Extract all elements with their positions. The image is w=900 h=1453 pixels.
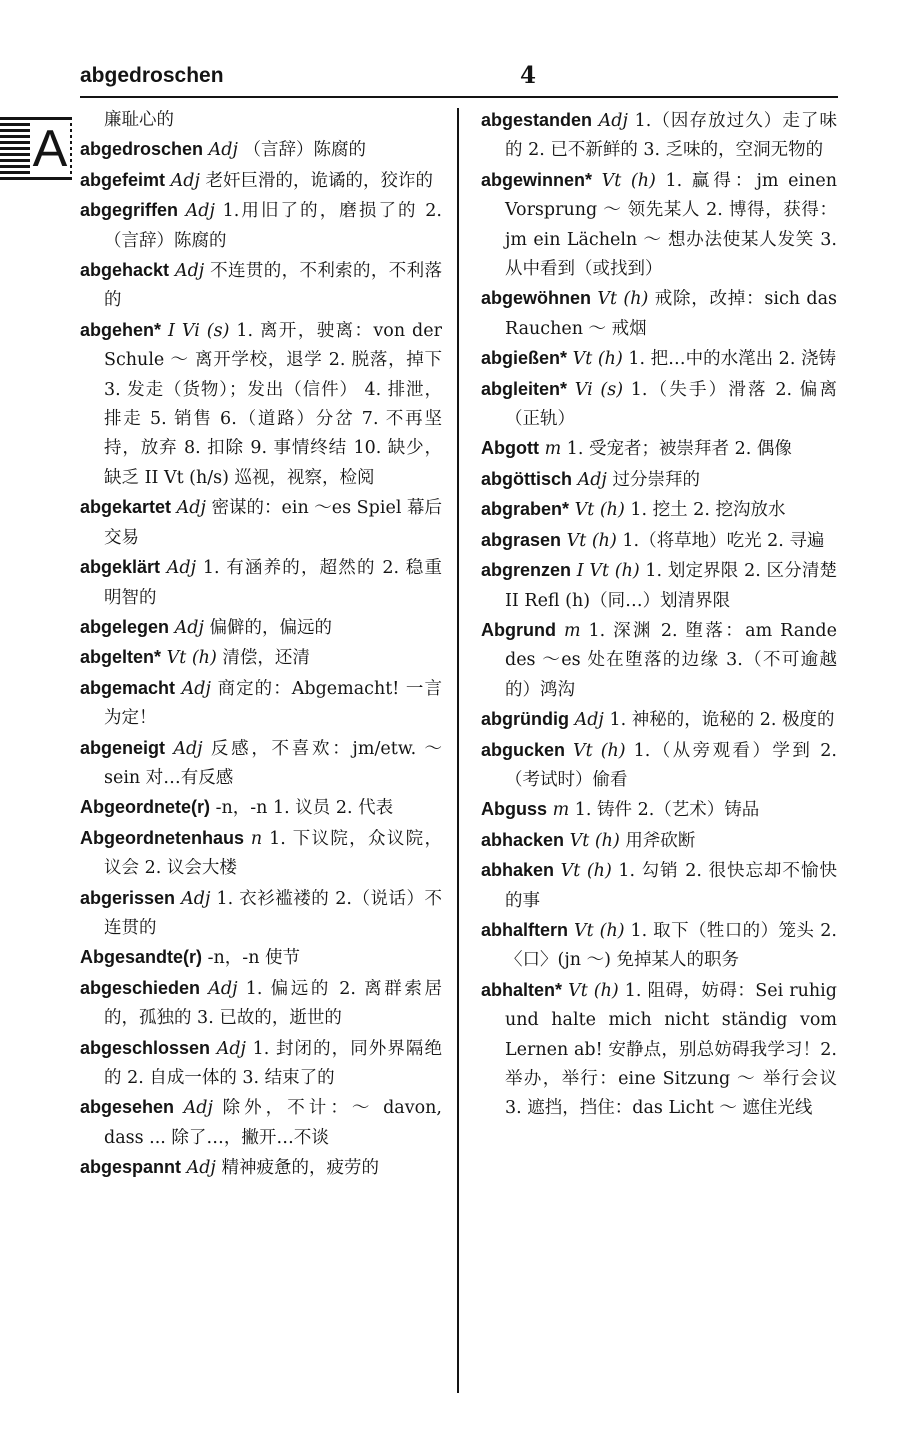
dictionary-entry [80, 613, 442, 643]
left-column [80, 106, 442, 1184]
dictionary-entry [80, 166, 442, 196]
entry-grammar: Adj [186, 1158, 216, 1179]
dictionary-entry [80, 974, 442, 1034]
entry-definition: 1.（从旁观看）学到 2.（考试时）偷看 [505, 740, 837, 790]
entry-definition: 1. 挖土 2. 挖沟放水 [630, 500, 786, 521]
entry-definition: 廉耻心的 [104, 110, 174, 130]
entry-definition: 1. 赢得：jm einen Vorsprung ～ 领先某人 2. 博得，获得：jm ein Lächeln ～ 想办法使某人发笑 3. 从中看到（或找到） [505, 170, 837, 280]
dictionary-entry [481, 344, 837, 374]
entry-headword: abgießen* [481, 348, 568, 369]
entry-definition: 偏僻的，偏远的 [209, 617, 332, 638]
entry-grammar: Adj [173, 738, 203, 759]
entry-headword: abhacken [481, 829, 565, 850]
entry-headword: abgeschlossen [80, 1037, 211, 1058]
dictionary-entry [481, 465, 837, 495]
dictionary-entry [481, 795, 837, 825]
entry-grammar: Vt (h) [597, 289, 649, 310]
entry-headword: abgrasen [481, 529, 562, 550]
dictionary-entry [80, 824, 442, 884]
dictionary-entry [481, 976, 837, 1124]
entry-grammar: Adj [174, 617, 204, 638]
entry-definition: 不连贯的，不利索的，不利落的 [104, 261, 442, 311]
entry-grammar: Adj [181, 888, 211, 909]
dictionary-entry [481, 526, 837, 556]
entry-headword: abgefeimt [80, 169, 166, 190]
dictionary-entry [80, 674, 442, 734]
entry-headword: abgewöhnen [481, 288, 592, 309]
entry-definition: 过分崇拜的 [612, 469, 700, 490]
entry-headword: abgedroschen [80, 139, 204, 160]
thumb-index-tab [0, 117, 72, 181]
dictionary-entry [80, 643, 442, 673]
entry-headword: Abguss [481, 799, 548, 820]
entry-grammar: m [552, 800, 570, 821]
entry-definition: 1. 下议院，众议院，议会 2. 议会大楼 [104, 828, 442, 879]
entry-definition: 老奸巨滑的，诡谲的，狡诈的 [205, 170, 433, 191]
dictionary-entry [80, 196, 442, 256]
dictionary-entry [80, 1034, 442, 1094]
entry-headword: abhalten* [481, 979, 563, 1000]
entry-grammar: Vt (h) [568, 980, 619, 1001]
dictionary-entry [481, 495, 837, 525]
dictionary-entry [80, 256, 442, 316]
dictionary-entry [481, 434, 837, 464]
entry-definition: 用斧砍断 [625, 830, 696, 851]
entry-headword: abgelten* [80, 647, 162, 668]
entry-grammar: Vt (h) [560, 861, 612, 882]
entry-headword: abgrenzen [481, 560, 572, 581]
entry-definition: 1. 把…中的水滗出 2. 浇铸 [628, 349, 836, 370]
thumb-index-letter: A [30, 121, 70, 177]
entry-definition: 1. 偏远的 2. 离群索居的，孤独的 3. 已故的，逝世的 [104, 978, 442, 1029]
entry-headword: abgraben* [481, 499, 570, 520]
entry-headword: Abgesandte(r) [80, 947, 203, 968]
entry-grammar: Adj [176, 498, 206, 519]
entry-definition: 1. 深渊 2. 堕落：am Rande des ～es 处在堕落的边缘 3.（不可逾越的）鸿沟 [505, 620, 837, 700]
entry-headword: Abgrund [481, 619, 556, 640]
dictionary-entry [80, 734, 442, 794]
entry-headword: abgöttisch [481, 468, 573, 489]
dictionary-entry [80, 553, 442, 613]
entry-grammar: Adj [183, 1098, 213, 1119]
dictionary-entry [481, 736, 837, 796]
entry-definition: 1. 受宠者；被崇拜者 2. 偶像 [566, 439, 792, 460]
entry-definition: 1. 划定界限 2. 区分清楚 II Refl (h)（同…）划清界限 [505, 561, 837, 611]
entry-headword: abgeneigt [80, 737, 166, 758]
entry-definition: 1. 神秘的，诡秘的 2. 极度的 [609, 710, 835, 731]
entry-headword: abgegriffen [80, 200, 179, 221]
entry-definition: 1. 铸件 2.（艺术）铸品 [574, 800, 760, 821]
entry-headword: abgekartet [80, 497, 172, 518]
dictionary-entry [80, 793, 442, 823]
entry-grammar: Adj [216, 1038, 246, 1059]
entry-grammar: Adj [166, 558, 197, 579]
entry-headword: abhalftern [481, 919, 569, 940]
dictionary-entry [80, 135, 442, 165]
entry-definition: 1.（将草地）吃光 2. 寻遍 [622, 530, 825, 551]
entry-grammar: m [544, 439, 562, 460]
entry-grammar: Vi (s) [574, 379, 624, 400]
dictionary-entry [481, 616, 837, 705]
entry-grammar: Adj [170, 170, 200, 191]
entry-grammar: Vt (h) [601, 170, 656, 191]
right-column [481, 106, 837, 1124]
entry-grammar: m [563, 620, 581, 641]
entry-grammar: Adj [574, 710, 604, 731]
entry-headword: Abgeordnetenhaus [80, 827, 245, 848]
entry-definition: -n，-n 使节 [207, 948, 301, 969]
dictionary-entry [481, 826, 837, 856]
entry-headword: abgestanden [481, 110, 593, 130]
entry-headword: abgerissen [80, 887, 176, 908]
entry-definition: 清偿，还清 [222, 648, 310, 669]
entry-headword: abgehackt [80, 260, 170, 281]
dictionary-entry [481, 375, 837, 435]
entry-definition: 1. 勾销 2. 很快忘却不愉快的事 [505, 861, 837, 911]
entry-definition: 反感，不喜欢：jm/etw. ～ sein 对…有反感 [104, 738, 442, 788]
entry-definition: 1. 离开，驶离：von der Schule ～ 离开学校，退学 2. 脱落，掉下 3. 发走（货物）；发出（信件） 4. 排泄，排走 5. 销售 6.（道路）分岔 7. 不再坚持，放弃 8. 扣除 9. 事情终结 10. 缺少，缺乏 II Vt (h/s) 巡视，视察，检阅 [104, 320, 442, 488]
dictionary-entry [481, 856, 837, 916]
entry-headword: abgeschieden [80, 977, 201, 998]
dictionary-entry [80, 106, 442, 135]
entry-headword: abgespannt [80, 1157, 182, 1178]
entry-headword: Abgeordnete(r) [80, 797, 210, 818]
entry-definition: 1.（因存放过久）走了味的 2. 已不新鲜的 3. 乏味的，空洞无物的 [505, 111, 837, 161]
entry-grammar: Adj [181, 678, 211, 699]
entry-headword: abgemacht [80, 677, 176, 698]
entry-definition: 商定的：Abgemacht! 一言为定！ [104, 678, 442, 729]
entry-headword: abgucken [481, 739, 566, 760]
entry-grammar: Vt (h) [574, 500, 625, 521]
dictionary-entry [481, 166, 837, 285]
entry-grammar: I Vt (h) [576, 561, 640, 582]
column-divider [457, 108, 459, 1393]
entry-definition: 除外，不计：～ davon, dass ... 除了…，撇开…不谈 [104, 1098, 442, 1148]
dictionary-entry [80, 884, 442, 944]
entry-definition: 1. 封闭的，同外界隔绝的 2. 自成一体的 3. 结束了的 [104, 1038, 442, 1088]
entry-definition: 戒除，改掉：sich das Rauchen ～ 戒烟 [505, 289, 837, 339]
dictionary-entry [481, 106, 837, 166]
entry-grammar: I Vi (s) [168, 320, 230, 341]
entry-grammar: Adj [598, 111, 628, 131]
dictionary-entry [80, 1153, 442, 1183]
entry-definition: -n，-n 1. 议员 2. 代表 [215, 798, 394, 819]
dictionary-entry [80, 493, 442, 553]
entry-grammar: Adj [174, 261, 205, 282]
dictionary-entry [80, 1093, 442, 1153]
entry-grammar: Vt (h) [573, 740, 626, 761]
entry-grammar: Vt (h) [572, 349, 623, 370]
entry-definition: 1.（失手）滑落 2. 偏离（正轨） [505, 379, 837, 430]
entry-grammar: Adj [577, 469, 607, 490]
dictionary-entry [481, 284, 837, 344]
entry-headword: abgehen* [80, 319, 162, 340]
dictionary-entry [481, 916, 837, 976]
entry-definition: 1. 衣衫褴褛的 2.（说话）不连贯的 [104, 888, 442, 938]
entry-definition: 1. 有涵养的，超然的 2. 稳重明智的 [104, 558, 442, 608]
dictionary-entry [80, 316, 442, 493]
dictionary-entry [481, 556, 837, 616]
entry-headword: abgründig [481, 709, 569, 730]
entry-grammar: Vt (h) [573, 920, 625, 941]
entry-definition: 1. 阻碍，妨碍：Sei ruhig und halte mich nicht ständig vom Lernen ab! 安静点，别总妨碍我学习！2. 举办，举行：eine Sitzung ～ 举行会议 3. 遮挡，挡住：das Licht ～ 遮住光线 [505, 980, 837, 1119]
entry-headword: abgewinnen* [481, 169, 593, 190]
entry-definition: 1. 取下（牲口的）笼头 2.〈口〉(jn ～) 免掉某人的职务 [505, 920, 837, 971]
entry-definition: 1.用旧了的，磨损了的 2.（言辞）陈腐的 [104, 201, 442, 251]
dictionary-entry [80, 943, 442, 973]
entry-headword: abgleiten* [481, 378, 568, 399]
page-header [80, 58, 838, 98]
entry-headword: abgelegen [80, 616, 170, 637]
entry-definition: 密谋的：ein ～es Spiel 幕后交易 [104, 498, 442, 548]
entry-grammar: Adj [208, 978, 238, 999]
running-head: abgedroschen [80, 64, 224, 87]
entry-definition: 精神疲惫的，疲劳的 [221, 1158, 379, 1179]
entry-headword: abgesehen [80, 1097, 175, 1118]
entry-grammar: n [250, 828, 263, 849]
entry-grammar: Adj [185, 201, 215, 222]
entry-grammar: Vt (h) [566, 530, 617, 551]
entry-grammar: Adj [208, 140, 238, 161]
entry-grammar: Vt (h) [166, 648, 217, 669]
entry-headword: abhaken [481, 860, 555, 881]
entry-grammar: Vt (h) [569, 830, 620, 851]
entry-headword: Abgott [481, 438, 539, 459]
entry-headword: abgeklärt [80, 557, 161, 578]
entry-definition: （言辞）陈腐的 [243, 140, 366, 161]
dictionary-entry [481, 705, 837, 735]
page-number: 4 [520, 62, 537, 89]
